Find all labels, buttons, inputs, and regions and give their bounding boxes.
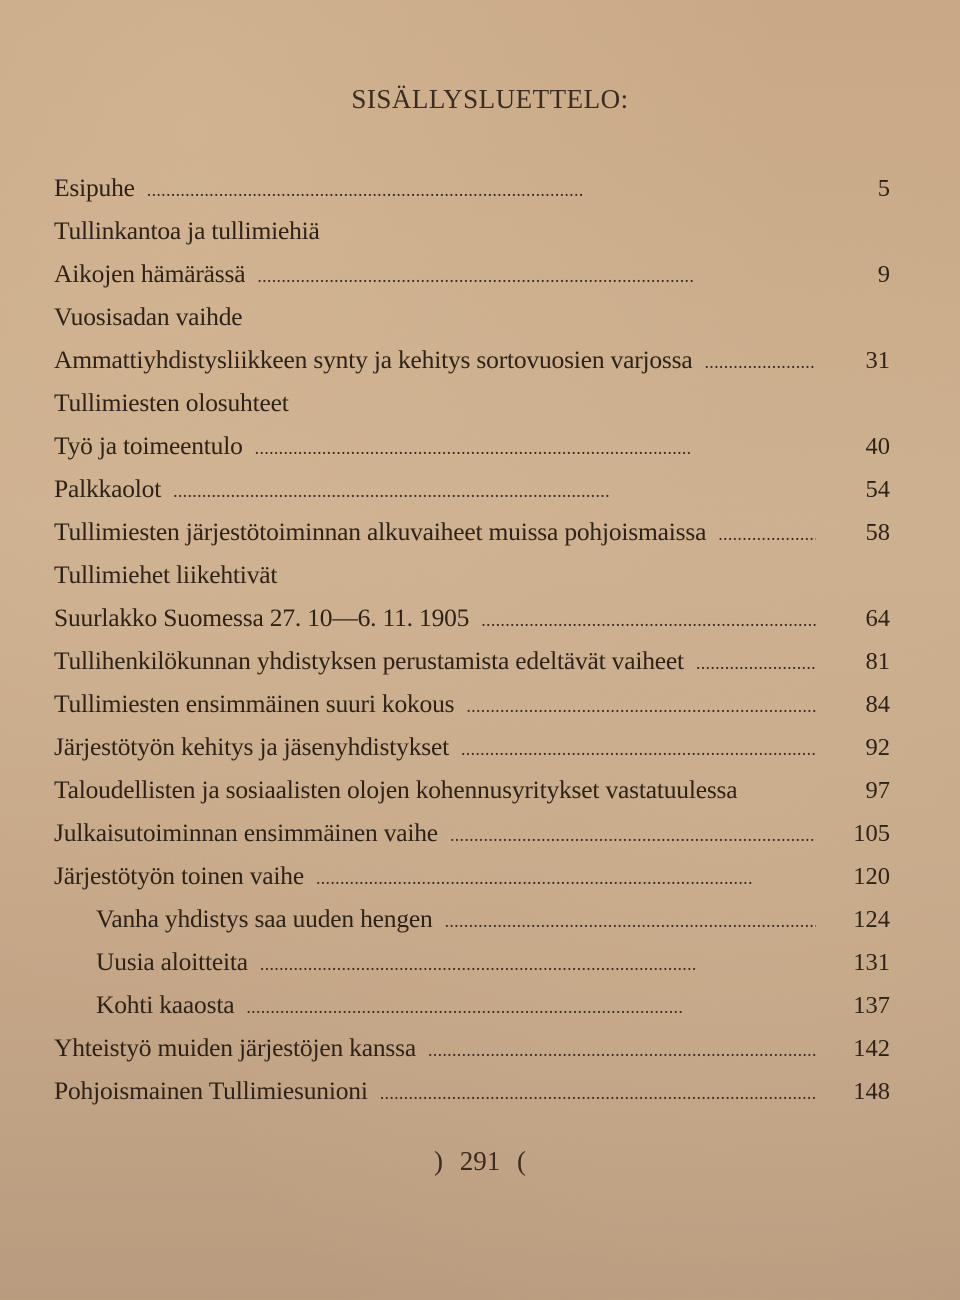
leader-dots — [257, 255, 816, 298]
toc-row — [54, 854, 890, 897]
toc-label: Tullinkantoa ja tullimiehiä — [54, 216, 320, 245]
toc-page-number: 40 — [865, 433, 890, 460]
toc-label: Tullimiehet liikehtivät — [54, 560, 278, 589]
leader-dots — [380, 1072, 816, 1115]
toc-row — [54, 768, 890, 811]
toc-label: Esipuhe — [54, 173, 135, 202]
toc-row-esipuhe — [54, 166, 890, 209]
toc-row — [54, 1069, 890, 1112]
toc-page-number: 131 — [853, 949, 890, 976]
toc-page-number: 137 — [853, 992, 890, 1019]
toc-page-number: 92 — [865, 734, 890, 761]
toc-row — [54, 596, 890, 639]
toc-label: Tullimiesten ensimmäinen suuri kokous — [54, 689, 455, 718]
toc-label: Kohti kaaosta — [96, 990, 235, 1019]
leader-dots — [260, 943, 816, 986]
leader-dots — [173, 470, 816, 513]
toc-page-number: 84 — [865, 691, 890, 718]
toc-label: Pohjoismainen Tullimiesunioni — [54, 1076, 368, 1105]
toc-subsection-row — [54, 940, 890, 983]
page-title: SISÄLLYSLUETTELO: — [351, 84, 629, 114]
leader-dots — [481, 599, 816, 642]
leader-dots — [705, 341, 817, 384]
toc-row — [54, 639, 890, 682]
toc-subsection-row — [54, 983, 890, 1026]
toc-label: Ammattiyhdistysliikkeen synty ja kehitys sortovuosien varjossa — [54, 345, 693, 374]
leader-dots — [428, 1029, 816, 1072]
toc-page-number: 142 — [853, 1035, 890, 1062]
toc-section-heading — [54, 553, 890, 596]
toc-section-heading — [54, 381, 890, 424]
toc-row — [54, 1026, 890, 1069]
toc-row — [54, 510, 890, 553]
toc-label: Aikojen hämärässä — [54, 259, 246, 288]
toc-page-number: 124 — [853, 906, 890, 933]
leader-dots — [696, 642, 816, 685]
toc-label: Julkaisutoiminnan ensimmäinen vaihe — [54, 818, 438, 847]
toc-label: Järjestötyön kehitys ja jäsenyhdistykset — [54, 732, 449, 761]
toc-label: Uusia aloitteita — [96, 947, 248, 976]
toc-label: Vanha yhdistys saa uuden hengen — [96, 904, 433, 933]
toc-page-number: 148 — [853, 1078, 890, 1105]
leader-dots — [316, 857, 816, 900]
toc-label: Tullihenkilökunnan yhdistyksen perustamista edeltävät vaiheet — [54, 646, 684, 675]
leader-dots — [461, 728, 816, 771]
toc-label: Työ ja toimeentulo — [54, 431, 243, 460]
leader-dots — [466, 685, 816, 728]
leader-dots — [445, 900, 816, 943]
toc-page-number: 58 — [865, 519, 890, 546]
toc-label: Taloudellisten ja sosiaalisten olojen kohennusyritykset vastatuulessa — [54, 775, 738, 804]
table-of-contents — [54, 166, 890, 1112]
toc-page-number: 105 — [853, 820, 890, 847]
toc-page-number: 31 — [865, 347, 890, 374]
toc-page-number: 81 — [865, 648, 890, 675]
toc-row — [54, 252, 890, 295]
toc-row — [54, 338, 890, 381]
toc-label: Tullimiesten olosuhteet — [54, 388, 289, 417]
toc-page-number: 97 — [865, 777, 890, 804]
page-number-folio: ) 291 ( — [434, 1146, 526, 1176]
toc-label: Suurlakko Suomessa 27. 10—6. 11. 1905 — [54, 603, 470, 632]
toc-page-number: 5 — [877, 175, 890, 202]
toc-label: Yhteistyö muiden järjestöjen kanssa — [54, 1033, 416, 1062]
leader-dots — [147, 169, 816, 212]
toc-page-number: 54 — [865, 476, 890, 503]
toc-label: Tullimiesten järjestötoiminnan alkuvaiheet muissa pohjoismaissa — [54, 517, 707, 546]
leader-dots — [450, 814, 816, 857]
toc-label: Palkkaolot — [54, 474, 162, 503]
toc-row — [54, 467, 890, 510]
toc-row — [54, 682, 890, 725]
toc-page-number: 64 — [865, 605, 890, 632]
leader-dots — [246, 986, 816, 1029]
toc-row — [54, 424, 890, 467]
toc-row — [54, 725, 890, 768]
toc-section-heading — [54, 295, 890, 338]
leader-dots — [255, 427, 816, 470]
toc-page-number: 120 — [853, 863, 890, 890]
toc-label: Järjestötyön toinen vaihe — [54, 861, 304, 890]
leader-dots — [718, 513, 816, 556]
toc-label: Vuosisadan vaihde — [54, 302, 243, 331]
toc-subsection-row — [54, 897, 890, 940]
toc-section-heading — [54, 209, 890, 252]
toc-row — [54, 811, 890, 854]
toc-page-number: 9 — [877, 261, 890, 288]
